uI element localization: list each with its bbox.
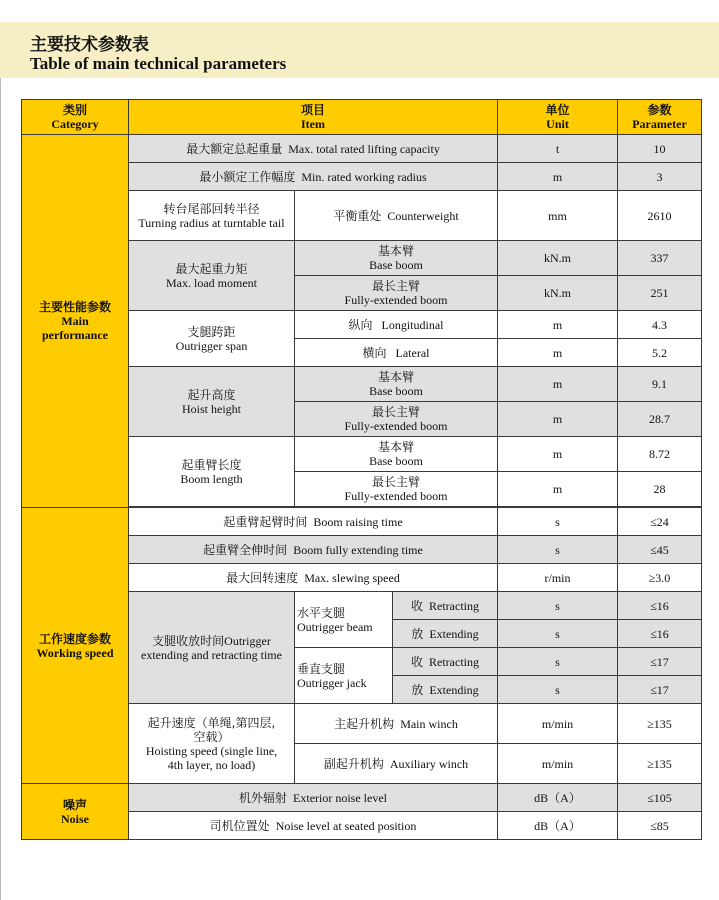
- unit-cell: s: [498, 592, 618, 620]
- item-max-capacity: 最大额定总起重量 Max. total rated lifting capacity: [129, 135, 498, 163]
- unit-cell: dB（A）: [498, 812, 618, 840]
- table-row: [22, 508, 702, 536]
- table-row: [22, 135, 702, 163]
- header-row: [22, 100, 702, 135]
- value-cell: 3: [618, 163, 702, 191]
- unit-cell: s: [498, 536, 618, 564]
- value-cell: ≤16: [618, 592, 702, 620]
- item-outrigger-span: 支腿跨距 Outrigger span: [129, 311, 295, 367]
- header-unit: 单位 Unit: [498, 100, 618, 135]
- item-exterior-noise: 机外辐射 Exterior noise level: [129, 784, 498, 812]
- value-cell: 251: [618, 276, 702, 311]
- item-boom-raising: 起重臂起臂时间 Boom raising time: [129, 508, 498, 536]
- value-cell: ≤85: [618, 812, 702, 840]
- unit-cell: kN.m: [498, 241, 618, 276]
- parameters-table: [21, 99, 702, 840]
- value-cell: ≥135: [618, 704, 702, 744]
- value-cell: 4.3: [618, 311, 702, 339]
- unit-cell: m/min: [498, 704, 618, 744]
- value-cell: 10: [618, 135, 702, 163]
- sub-item-full-boom: 最长主臂 Fully-extended boom: [295, 276, 498, 311]
- item-boom-extending: 起重臂全伸时间 Boom fully extending time: [129, 536, 498, 564]
- table-row: [22, 784, 702, 812]
- value-cell: 5.2: [618, 339, 702, 367]
- value-cell: 28: [618, 472, 702, 507]
- value-cell: ≤17: [618, 676, 702, 704]
- page-title-en: Table of main technical parameters: [30, 54, 287, 73]
- sub-item-base-boom: 基本臂 Base boom: [295, 367, 498, 402]
- item-turning-radius: 转台尾部回转半径 Turning radius at turntable tail: [129, 191, 295, 241]
- sub-item-retracting: 收 Retracting: [393, 648, 498, 676]
- unit-cell: m: [498, 367, 618, 402]
- sub-item-main-winch: 主起升机构 Main winch: [295, 704, 498, 744]
- item-hoist-height: 起升高度 Hoist height: [129, 367, 295, 437]
- value-cell: ≥135: [618, 744, 702, 784]
- sub-item-base-boom: 基本臂 Base boom: [295, 241, 498, 276]
- item-slewing-speed: 最大回转速度 Max. slewing speed: [129, 564, 498, 592]
- page-edge-rule: [0, 78, 1, 900]
- page-title-cn: 主要技术参数表: [30, 35, 149, 55]
- unit-cell: m/min: [498, 744, 618, 784]
- unit-cell: t: [498, 135, 618, 163]
- unit-cell: s: [498, 648, 618, 676]
- unit-cell: dB（A）: [498, 784, 618, 812]
- unit-cell: s: [498, 620, 618, 648]
- unit-cell: s: [498, 508, 618, 536]
- value-cell: 337: [618, 241, 702, 276]
- unit-cell: r/min: [498, 564, 618, 592]
- item-load-moment: 最大起重力矩 Max. load moment: [129, 241, 295, 311]
- sub-item-counterweight: 平衡重处 Counterweight: [295, 191, 498, 241]
- sub-item-full-boom: 最长主臂 Fully-extended boom: [295, 472, 498, 507]
- sub-item-full-boom: 最长主臂 Fully-extended boom: [295, 402, 498, 437]
- value-cell: 9.1: [618, 367, 702, 402]
- header-category: 类别 Category: [22, 100, 129, 135]
- unit-cell: s: [498, 676, 618, 704]
- unit-cell: m: [498, 339, 618, 367]
- unit-cell: m: [498, 163, 618, 191]
- sub-item-longitudinal: 纵向 Longitudinal: [295, 311, 498, 339]
- sub-item-auxiliary-winch: 副起升机构 Auxiliary winch: [295, 744, 498, 784]
- value-cell: ≤45: [618, 536, 702, 564]
- value-cell: ≤24: [618, 508, 702, 536]
- unit-cell: m: [498, 311, 618, 339]
- item-seated-noise: 司机位置处 Noise level at seated position: [129, 812, 498, 840]
- sub-item-extending: 放 Extending: [393, 676, 498, 704]
- item-boom-length: 起重臂长度 Boom length: [129, 437, 295, 507]
- unit-cell: m: [498, 402, 618, 437]
- category-main-performance: 主要性能参数 Main performance: [22, 135, 129, 508]
- sub-item-retracting: 收 Retracting: [393, 592, 498, 620]
- category-working-speed: 工作速度参数 Working speed: [22, 508, 129, 784]
- value-cell: ≤16: [618, 620, 702, 648]
- item-hoisting-speed: 起升速度（单绳,第四层, 空载） Hoisting speed (single line, 4th layer, no load): [129, 704, 295, 784]
- sub-item-lateral: 横向 Lateral: [295, 339, 498, 367]
- value-cell: ≥3.0: [618, 564, 702, 592]
- unit-cell: m: [498, 437, 618, 472]
- value-cell: 8.72: [618, 437, 702, 472]
- item-outrigger-time: 支腿收放时间Outrigger extending and retracting time: [129, 592, 295, 704]
- value-cell: 2610: [618, 191, 702, 241]
- header-parameter: 参数 Parameter: [618, 100, 702, 135]
- value-cell: ≤105: [618, 784, 702, 812]
- sub-item-outrigger-jack: 垂直支腿 Outrigger jack: [295, 648, 393, 704]
- unit-cell: mm: [498, 191, 618, 241]
- sub-item-outrigger-beam: 水平支腿 Outrigger beam: [295, 592, 393, 648]
- sub-item-base-boom: 基本臂 Base boom: [295, 437, 498, 472]
- sub-item-extending: 放 Extending: [393, 620, 498, 648]
- category-noise: 噪声 Noise: [22, 784, 129, 840]
- header-item: 项目 Item: [129, 100, 498, 135]
- unit-cell: kN.m: [498, 276, 618, 311]
- value-cell: 28.7: [618, 402, 702, 437]
- item-min-radius: 最小额定工作幅度 Min. rated working radius: [129, 163, 498, 191]
- unit-cell: m: [498, 472, 618, 507]
- value-cell: ≤17: [618, 648, 702, 676]
